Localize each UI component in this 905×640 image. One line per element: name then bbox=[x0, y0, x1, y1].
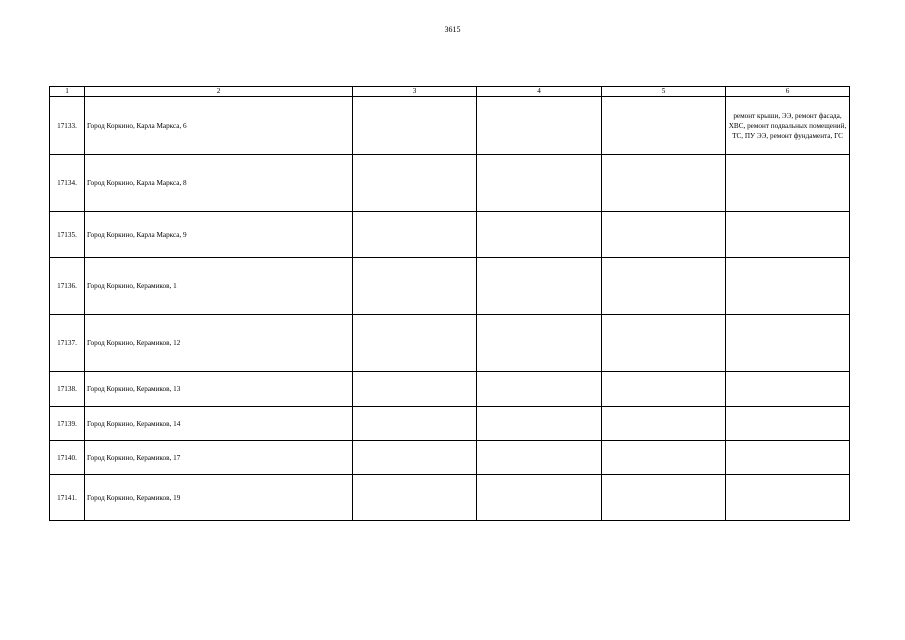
address-cell: Город Коркино, Керамиков, 19 bbox=[85, 475, 353, 521]
col3-cell bbox=[353, 155, 477, 212]
table-row bbox=[50, 315, 850, 372]
address-cell: Город Коркино, Карла Маркса, 8 bbox=[85, 155, 353, 212]
column-header-1: 1 bbox=[50, 87, 85, 97]
col3-cell bbox=[353, 372, 477, 407]
table-header-row bbox=[50, 87, 850, 97]
col5-cell bbox=[602, 372, 726, 407]
column-header-3: 3 bbox=[353, 87, 477, 97]
works-cell bbox=[726, 441, 850, 475]
row-number-cell: 17139. bbox=[50, 407, 85, 441]
works-cell bbox=[726, 315, 850, 372]
col3-cell bbox=[353, 315, 477, 372]
col3-cell bbox=[353, 441, 477, 475]
row-number-cell: 17133. bbox=[50, 97, 85, 155]
col3-cell bbox=[353, 475, 477, 521]
col5-cell bbox=[602, 97, 726, 155]
table-row bbox=[50, 155, 850, 212]
address-cell: Город Коркино, Карла Маркса, 9 bbox=[85, 212, 353, 258]
col3-cell bbox=[353, 212, 477, 258]
address-cell: Город Коркино, Керамиков, 14 bbox=[85, 407, 353, 441]
col4-cell bbox=[477, 475, 602, 521]
address-cell: Город Коркино, Карла Маркса, 6 bbox=[85, 97, 353, 155]
address-cell: Город Коркино, Керамиков, 17 bbox=[85, 441, 353, 475]
works-cell bbox=[726, 372, 850, 407]
table-row bbox=[50, 475, 850, 521]
col5-cell bbox=[602, 258, 726, 315]
works-cell bbox=[726, 258, 850, 315]
column-header-6: 6 bbox=[726, 87, 850, 97]
table-row bbox=[50, 212, 850, 258]
address-cell: Город Коркино, Керамиков, 12 bbox=[85, 315, 353, 372]
col4-cell bbox=[477, 212, 602, 258]
col4-cell bbox=[477, 155, 602, 212]
works-cell: ремонт крыши, ЭЭ, ремонт фасада, ХВС, ремонт подвальных помещений, ТС, ПУ ЭЭ, ремонт фундамента, ГС bbox=[726, 97, 850, 155]
page-number: 3615 bbox=[444, 25, 461, 34]
column-header-2: 2 bbox=[85, 87, 353, 97]
address-cell: Город Коркино, Керамиков, 13 bbox=[85, 372, 353, 407]
col4-cell bbox=[477, 315, 602, 372]
row-number-cell: 17136. bbox=[50, 258, 85, 315]
col4-cell bbox=[477, 258, 602, 315]
col5-cell bbox=[602, 441, 726, 475]
table-row bbox=[50, 441, 850, 475]
table-row bbox=[50, 407, 850, 441]
col5-cell bbox=[602, 315, 726, 372]
works-cell bbox=[726, 475, 850, 521]
works-cell bbox=[726, 407, 850, 441]
col5-cell bbox=[602, 212, 726, 258]
column-header-4: 4 bbox=[477, 87, 602, 97]
row-number-cell: 17134. bbox=[50, 155, 85, 212]
col4-cell bbox=[477, 407, 602, 441]
col3-cell bbox=[353, 97, 477, 155]
col3-cell bbox=[353, 258, 477, 315]
table-row bbox=[50, 97, 850, 155]
works-cell bbox=[726, 212, 850, 258]
row-number-cell: 17137. bbox=[50, 315, 85, 372]
register-table bbox=[49, 86, 850, 521]
row-number-cell: 17138. bbox=[50, 372, 85, 407]
row-number-cell: 17135. bbox=[50, 212, 85, 258]
register-table-body bbox=[50, 87, 850, 521]
col3-cell bbox=[353, 407, 477, 441]
col4-cell bbox=[477, 97, 602, 155]
col5-cell bbox=[602, 475, 726, 521]
row-number-cell: 17140. bbox=[50, 441, 85, 475]
works-cell bbox=[726, 155, 850, 212]
col5-cell bbox=[602, 407, 726, 441]
table-row bbox=[50, 372, 850, 407]
col4-cell bbox=[477, 441, 602, 475]
col5-cell bbox=[602, 155, 726, 212]
table-row bbox=[50, 258, 850, 315]
column-header-5: 5 bbox=[602, 87, 726, 97]
row-number-cell: 17141. bbox=[50, 475, 85, 521]
col4-cell bbox=[477, 372, 602, 407]
address-cell: Город Коркино, Керамиков, 1 bbox=[85, 258, 353, 315]
